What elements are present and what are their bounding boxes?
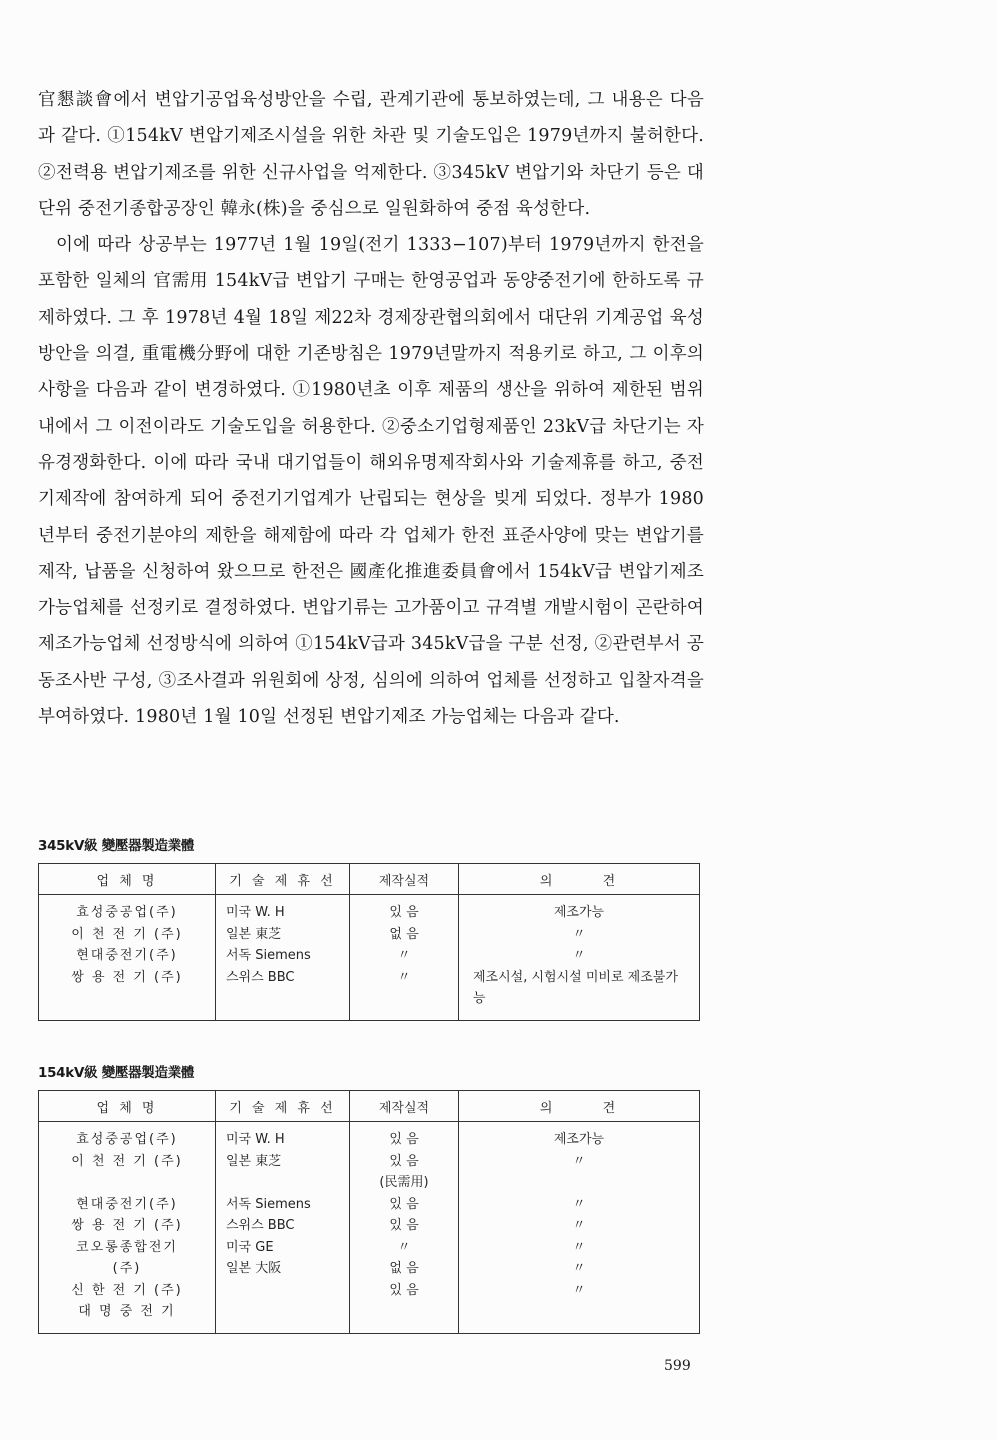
record-column [350,1122,459,1334]
tech-partner: 일본 東芝 [226,1153,282,1169]
paragraph-2: 이에 따라 상공부는 1977년 1월 19일(전기 1333−107)부터 1979년까지 한전을 포함한 일체의 官需用 154kV급 변압기 구매는 한영공업과 동양중전기에 한하도록 규제하였다. 그 후 1978년 4월 18일 제22차 경제장관협의회에서 대단위 기계공업 육성방안을 의결, 重電機分野에 대한 기존방침은 1979년말까지 적용키로 하고, 그 이후의 사항을 다음과 같이 변경하였다. ①1980년초 이후 제품의 생산을 위하여 제한된 범위내에서 그 이전이라도 기술도입을 허용한다. ②중소기업형제품인 23kV급 차단기는 자유경쟁화한다. 이에 따라 국내 대기업들이 해외유명제작회사와 기술제휴를 하고, 중전기제작에 참여하게 되어 중전기기업계가 난립되는 현상을 빚게 되었다. 정부가 1980년부터 중전기분야의 제한을 해제함에 따라 각 업체가 한전 표준사양에 맞는 변압기를 제작, 납품을 신청하여 왔으므로 한전은 國產化推進委員會에서 154kV급 변압기제조 가능업체를 선정키로 결정하였다. 변압기류는 고가품이고 규격별 개발시험이 곤란하여 제조가능업체 선정방식에 의하여 ①154kV급과 345kV급을 구분 선정, ②관련부서 공동조사반 구성, ③조사결과 위원회에 상정, 심의에 의하여 업체를 선정하고 입찰자격을 부여하였다. 1980년 1월 10일 선정된 변압기제조 가능업체는 다음과 같다. [38,235,704,728]
production-record: 있 음 [389,1282,419,1298]
production-record: 없 음 [389,926,419,942]
company-name: 효성중공업(주) [76,905,178,920]
production-record: 〃 [397,969,411,985]
opinion [459,1172,699,1194]
paragraph-1: 官懇談會에서 변압기공업육성방안을 수립, 관계기관에 통보하였는데, 그 내용은 다음과 같다. ①154kV 변압기제조시설을 위한 차관 및 기술도입은 1979년까지 불허한다. ②전력용 변압기제조를 위한 신규사업을 억제한다. ③345kV 변압기와 차단기 등은 대단위 중전기종합공장인 韓永(株)을 중심으로 일원화하여 중점 육성한다. [38,90,704,219]
company-name: 신 한 전 기 (주) [71,1282,183,1298]
tech-partner-column [216,895,350,1021]
production-record: 있 음 [389,1218,419,1233]
opinion: 제조가능 [553,1132,605,1147]
opinion: 〃 [572,1239,586,1255]
production-record: 〃 [397,1239,411,1255]
tech-partner: 미국 W. H [226,905,285,920]
production-record [350,1301,458,1323]
company-name: 쌍 용 전 기 (주) [71,1218,183,1233]
body-text [38,82,704,735]
production-record: 있 음 [389,1153,419,1169]
company-name: 이 천 전 기 (주) [71,926,183,942]
table-154kv-manufacturers [38,1090,700,1334]
opinion-column [459,1122,700,1334]
header-opinion: 의 견 [459,864,700,895]
opinion: 〃 [572,926,586,942]
opinion: 〃 [572,948,586,963]
opinion: 제조시설, 시험시설 미비로 제조불가능 [473,969,678,1006]
tech-partner: 미국 GE [226,1239,274,1255]
production-record: 〃 [397,948,411,963]
header-company: 업 체 명 [39,1091,216,1122]
page-number: 599 [664,1358,691,1374]
record-column [350,895,459,1021]
tech-partner: 미국 W. H [226,1132,285,1147]
opinion [459,1301,699,1323]
tech-partner: 일본 大阪 [226,1261,282,1276]
header-tech-partner: 기 술 제 휴 선 [216,864,350,895]
tech-partner: 서독 Siemens [226,1196,311,1212]
tech-partner: 서독 Siemens [226,948,311,963]
company-name: (주) [112,1261,142,1276]
table-body-row [39,1122,700,1334]
production-record: 없 음 [389,1261,419,1276]
opinion: 제조가능 [553,905,605,920]
table-154-title: 154kV級 變壓器製造業體 [38,1065,195,1081]
header-tech-partner: 기 술 제 휴 선 [216,1091,350,1122]
tech-partner [226,1301,349,1323]
company-name: 대 명 중 전 기 [78,1304,176,1319]
opinion: 〃 [572,1153,586,1169]
company-column [39,895,216,1021]
table-header-row [39,864,700,895]
opinion-column [459,895,700,1021]
tech-partner: 일본 東芝 [226,926,282,942]
table-header-row [39,1091,700,1122]
header-opinion: 의 견 [459,1091,700,1122]
header-record: 제작실적 [350,864,459,895]
opinion: 〃 [572,1261,586,1276]
production-record-note: (民需用) [379,1175,429,1190]
header-company: 업 체 명 [39,864,216,895]
tech-partner: 스위스 BBC [226,1218,295,1233]
tech-partner-column [216,1122,350,1334]
company-name: 이 천 전 기 (주) [71,1153,183,1169]
table-345-title: 345kV級 變壓器製造業體 [38,838,195,854]
production-record: 있 음 [389,1132,419,1147]
company-name: 현대중전기(주) [76,1196,178,1212]
company-name [39,1172,215,1194]
tech-partner: 스위스 BBC [226,969,295,985]
company-name: 쌍 용 전 기 (주) [71,969,183,985]
company-column [39,1122,216,1334]
company-name: 코오롱종합전기 [76,1239,178,1255]
table-body-row [39,895,700,1021]
header-record: 제작실적 [350,1091,459,1122]
table-345kv-manufacturers [38,863,700,1021]
opinion: 〃 [572,1196,586,1212]
tech-partner [226,1172,349,1194]
company-name: 효성중공업(주) [76,1132,178,1147]
opinion: 〃 [572,1218,586,1233]
production-record: 있 음 [389,1196,419,1212]
opinion: 〃 [572,1282,586,1298]
tech-partner [226,1280,349,1302]
production-record: 있 음 [389,905,419,920]
company-name: 현대중전기(주) [76,948,178,963]
